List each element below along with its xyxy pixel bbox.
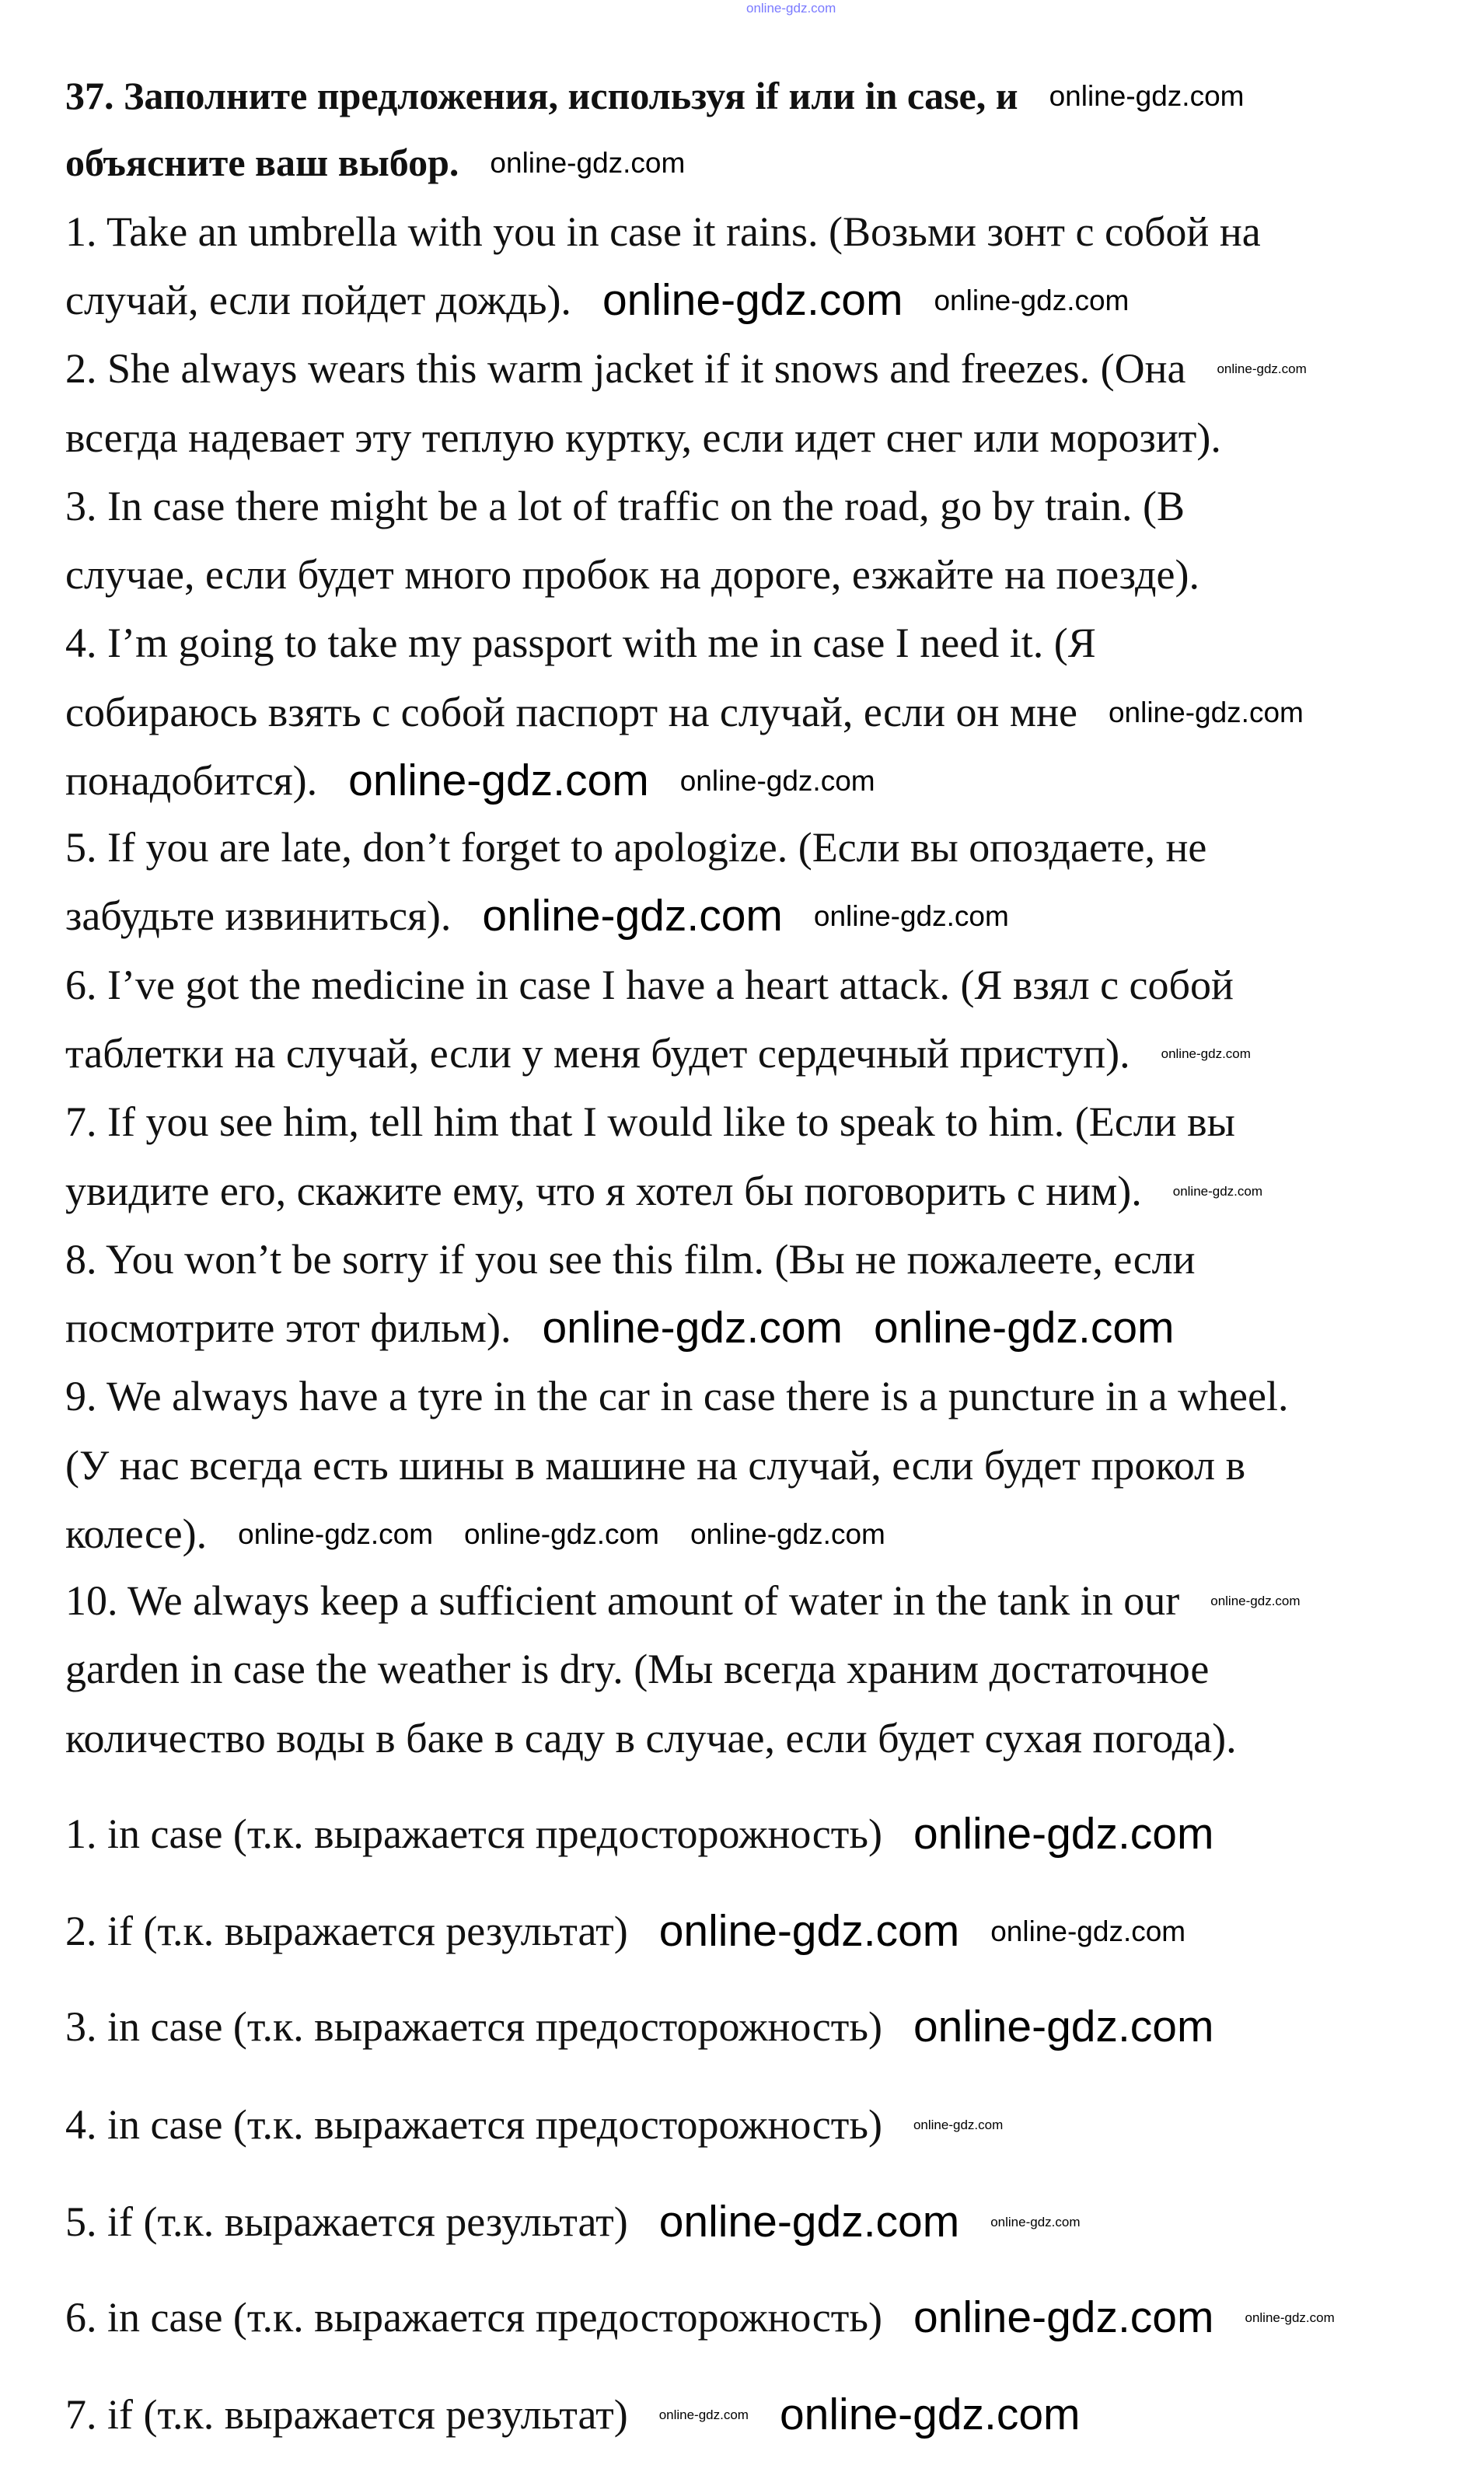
sentence-row — [65, 1707, 1237, 1769]
sentence-row — [65, 885, 1009, 947]
sentence-line: (У нас всегда есть шины в машине на случай, если будет прокол в — [65, 1442, 1246, 1489]
answer-row — [65, 1803, 1213, 1865]
sentence-row — [65, 681, 1304, 743]
sentence-row — [65, 1638, 1209, 1700]
sentence-line: 7. If you see him, tell him that I would like to speak to him. (Если вы — [65, 1098, 1235, 1145]
exercise-title: объясните ваш выбор. — [65, 141, 459, 184]
sentence-line: собираюсь взять с собой паспорт на случай, если он мне — [65, 689, 1077, 735]
sentence-line: 4. I’m going to take my passport with me in case I need it. (Я — [65, 620, 1096, 666]
answer-line: 4. in case (т.к. выражается предосторожность) — [65, 2101, 882, 2148]
watermark: online-gdz.com — [542, 1302, 843, 1353]
sentence-row — [65, 1434, 1245, 1496]
watermark: online-gdz.com — [1049, 79, 1245, 112]
watermark: online-gdz.com — [348, 755, 649, 805]
sentence-row — [65, 1091, 1235, 1153]
answer-line: 2. if (т.к. выражается результат) — [65, 1908, 628, 1954]
sentence-line: 1. Take an umbrella with you in case it rains. (Возьми зонт с собой на — [65, 208, 1261, 255]
sentence-row — [65, 1503, 885, 1565]
exercise-title-row — [65, 65, 1244, 127]
sentence-row — [65, 612, 1096, 674]
answer-row — [65, 2286, 1335, 2348]
watermark: online-gdz.com — [913, 2001, 1214, 2051]
sentence-line: 3. In case there might be a lot of traffic on the road, go by train. (В — [65, 483, 1185, 529]
watermark: online-gdz.com — [1172, 1183, 1263, 1199]
sentence-row — [65, 201, 1261, 263]
exercise-title: 37. Заполните предложения, используя if или in case, и — [65, 74, 1018, 117]
sentence-line: колесе). — [65, 1510, 208, 1557]
watermark: online-gdz.com — [990, 2214, 1081, 2229]
answer-line: 7. if (т.к. выражается результат) — [65, 2391, 628, 2438]
sentence-line: 8. You won’t be sorry if you see this film. (Вы не пожалеете, если — [65, 1236, 1196, 1283]
watermark: online-gdz.com — [1210, 1593, 1301, 1608]
sentence-row — [65, 1022, 1251, 1084]
watermark: online-gdz.com — [658, 1905, 960, 1956]
sentence-row — [65, 749, 875, 812]
watermark: online-gdz.com — [1108, 696, 1304, 728]
watermark: online-gdz.com — [1161, 1046, 1251, 1061]
sentence-line: понадобится). — [65, 757, 318, 804]
sentence-row — [65, 954, 1234, 1016]
watermark: online-gdz.com — [1217, 361, 1307, 376]
sentence-line: всегда надевает эту теплую куртку, если идет снег или морозит). — [65, 414, 1221, 461]
watermark: online-gdz.com — [658, 2407, 749, 2422]
watermark: online-gdz.com — [1245, 2310, 1335, 2325]
sentence-line: увидите его, скажите ему, что я хотел бы поговорить с ним). — [65, 1168, 1142, 1214]
sentence-line: таблетки на случай, если у меня будет сердечный приступ). — [65, 1030, 1130, 1077]
watermark: online-gdz.com — [913, 1808, 1214, 1859]
watermark: online-gdz.com — [490, 146, 686, 179]
sentence-line: 5. If you are late, don’t forget to apologize. (Если вы опоздаете, не — [65, 824, 1207, 871]
sentence-row — [65, 1228, 1196, 1290]
sentence-row — [65, 1569, 1301, 1632]
answer-line: 5. if (т.к. выражается результат) — [65, 2198, 628, 2245]
sentence-line: посмотрите этот фильм). — [65, 1304, 512, 1351]
sentence-row — [65, 269, 1129, 331]
watermark: online-gdz.com — [874, 1302, 1175, 1353]
watermark: online-gdz.com — [813, 899, 1009, 932]
answer-row — [65, 2093, 1003, 2156]
sentence-line: количество воды в баке в саду в случае, если будет сухая погода). — [65, 1715, 1237, 1761]
sentence-row — [65, 816, 1206, 878]
watermark: online-gdz.com — [934, 284, 1130, 316]
sentence-row — [65, 337, 1307, 400]
watermark: online-gdz.com — [746, 1, 836, 16]
sentence-line: 2. She always wears this warm jacket if it snows and freezes. (Она — [65, 345, 1186, 392]
sentence-line: забудьте извиниться). — [65, 892, 452, 939]
watermark: online-gdz.com — [990, 1915, 1186, 1947]
sentence-line: случай, если пойдет дождь). — [65, 277, 571, 323]
sentence-line: 10. We always keep a sufficient amount of water in the tank in our — [65, 1577, 1180, 1624]
answer-row — [65, 2383, 1081, 2446]
sentence-line: garden in case the weather is dry. (Мы всегда храним достаточное — [65, 1646, 1210, 1692]
sentence-row — [65, 407, 1221, 469]
answer-line: 1. in case (т.к. выражается предосторожность) — [65, 1810, 882, 1857]
sentence-row — [65, 543, 1199, 606]
watermark: online-gdz.com — [690, 1517, 885, 1550]
watermark: online-gdz.com — [464, 1517, 659, 1550]
watermark: online-gdz.com — [658, 2196, 960, 2247]
exercise-title-row — [65, 131, 685, 194]
sentence-row — [65, 1365, 1289, 1427]
sentence-row — [65, 1160, 1262, 1222]
watermark: online-gdz.com — [602, 274, 903, 325]
sentence-line: 6. I’ve got the medicine in case I have a heart attack. (Я взял с собой — [65, 962, 1234, 1008]
sentence-row — [65, 475, 1185, 537]
answer-line: 6. in case (т.к. выражается предосторожность) — [65, 2294, 882, 2341]
answer-row — [65, 1995, 1213, 2058]
answer-row — [65, 1900, 1185, 1962]
watermark: online-gdz.com — [913, 2117, 1004, 2132]
sentence-row — [65, 1297, 1175, 1359]
answer-row — [65, 2191, 1081, 2253]
watermark: online-gdz.com — [482, 890, 783, 941]
watermark: online-gdz.com — [779, 2389, 1081, 2439]
sentence-line: 9. We always have a tyre in the car in case there is a puncture in a wheel. — [65, 1373, 1289, 1419]
answer-line: 3. in case (т.к. выражается предосторожность) — [65, 2003, 882, 2050]
watermark: online-gdz.com — [238, 1517, 434, 1550]
watermark: online-gdz.com — [679, 764, 875, 797]
watermark: online-gdz.com — [913, 2292, 1214, 2342]
sentence-line: случае, если будет много пробок на дороге, езжайте на поезде). — [65, 551, 1199, 598]
